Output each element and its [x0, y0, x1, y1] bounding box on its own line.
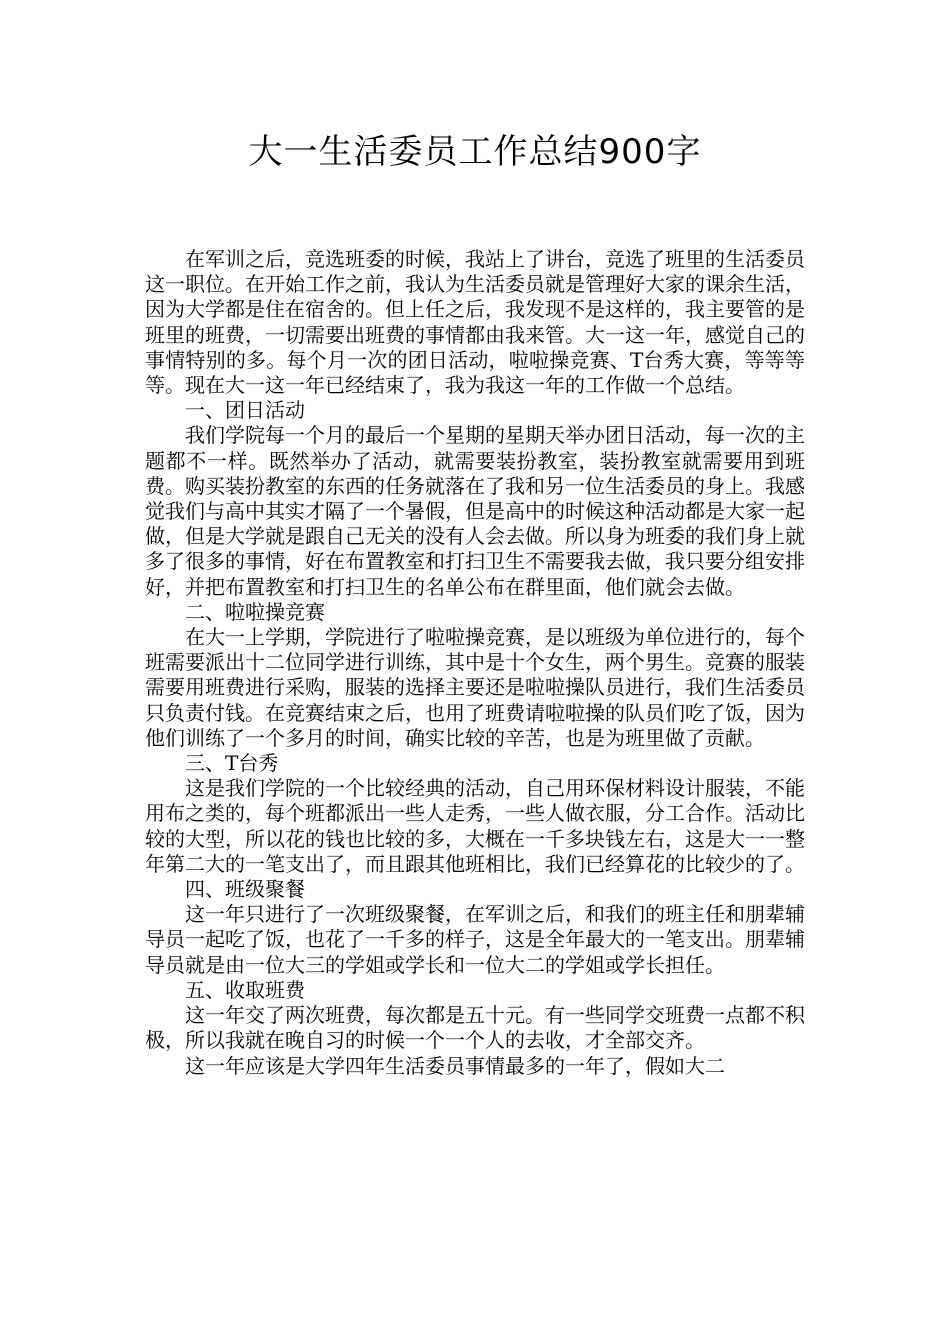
section-heading-3: 三、T台秀: [185, 751, 279, 776]
paragraph-section-1: 我们学院每一个月的最后一个星期的星期天举办团日活动，每一次的主题都不一样。既然举办了活动，就需要装扮教室，装扮教室就需要用到班费。购买装扮教室的东西的任务就落在了我和另一位生活委员的身上。我感觉我们与高中其实才隔了一个暑假，但是高中的时候这种活动都是大家一起做，但是大学就是跟自己无关的没有人会去做。所以身为班委的我们身上就多了很多的事情，好在布置教室和打扫卫生不需要我去做，我只要分组安排好，并把布置教室和打扫卫生的名单公布在群里面，他们就会去做。: [145, 423, 805, 599]
paragraph-section-4: 这一年只进行了一次班级聚餐，在军训之后，和我们的班主任和朋辈辅导员一起吃了饭，也花了一千多的样子，这是全年最大的一笔支出。朋辈辅导员就是由一位大三的学姐或学长和一位大二的学姐或学长担任。: [145, 902, 805, 977]
section-heading-4: 四、班级聚餐: [185, 877, 305, 902]
section-heading-5: 五、收取班费: [185, 977, 305, 1002]
paragraph-section-3: 这是我们学院的一个比较经典的活动，自己用环保材料设计服装，不能用布之类的，每个班都派出一些人走秀，一些人做衣服，分工合作。活动比较的大型，所以花的钱也比较的多，大概在一千多块钱左右，这是大一一整年第二大的一笔支出了，而且跟其他班相比，我们已经算花的比较少的了。: [145, 776, 805, 876]
document-body: [145, 247, 805, 1079]
document-title: 大一生活委员工作总结900字: [248, 132, 702, 172]
section-heading-1: 一、团日活动: [185, 398, 305, 423]
section-heading-2: 二、啦啦操竞赛: [185, 599, 325, 624]
paragraph-section-5: 这一年交了两次班费，每次都是五十元。有一些同学交班费一点都不积极，所以我就在晚自习的时候一个一个人的去收，才全部交齐。: [145, 1003, 805, 1053]
paragraph-closing: 这一年应该是大学四年生活委员事情最多的一年了，假如大二: [185, 1053, 725, 1078]
paragraph-intro: 在军训之后，竞选班委的时候，我站上了讲台，竞选了班里的生活委员这一职位。在开始工作之前，我认为生活委员就是管理好大家的课余生活，因为大学都是住在宿舍的。但上任之后，我发现不是这样的，我主要管的是班里的班费，一切需要出班费的事情都由我来管。大一这一年，感觉自己的事情特别的多。每个月一次的团日活动，啦啦操竞赛、T台秀大赛，等等等等。现在大一这一年已经结束了，我为我这一年的工作做一个总结。: [145, 247, 805, 398]
paragraph-section-2: 在大一上学期，学院进行了啦啦操竞赛，是以班级为单位进行的，每个班需要派出十二位同学进行训练，其中是十个女生，两个男生。竞赛的服装需要用班费进行采购，服装的选择主要还是啦啦操队员进行，我们生活委员只负责付钱。在竞赛结束之后，也用了班费请啦啦操的队员们吃了饭，因为他们训练了一个多月的时间，确实比较的辛苦，也是为班里做了贡献。: [145, 625, 805, 750]
